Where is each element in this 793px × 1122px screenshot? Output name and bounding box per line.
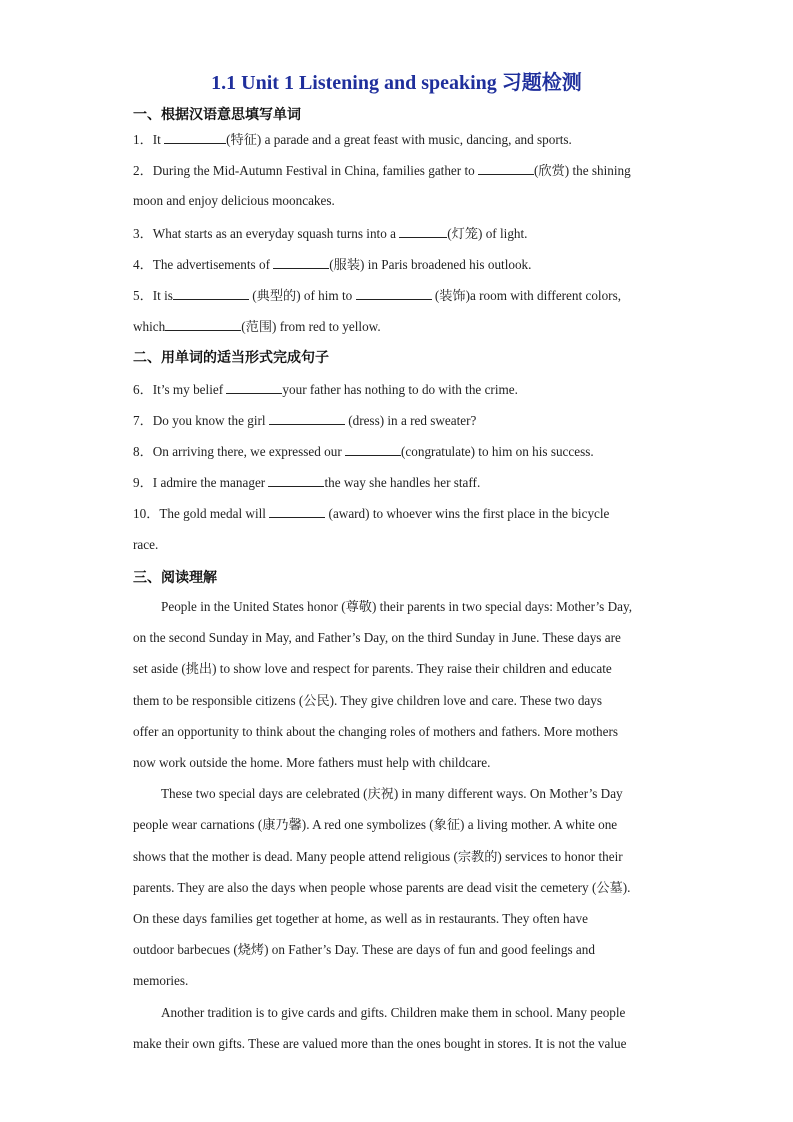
page-title: 1.1 Unit 1 Listening and speaking 习题检测 — [211, 72, 582, 94]
question-10-line-2: race. — [133, 537, 159, 552]
answer-blank-1[interactable] — [164, 130, 226, 144]
question-8 — [133, 442, 594, 461]
question-4-text-a: 4．The advertisements of — [133, 257, 274, 272]
answer-blank-2[interactable] — [478, 161, 534, 175]
question-2-text-a: 2．During the Mid-Autumn Festival in China, families gather to — [133, 163, 479, 178]
question-5-text-e: (范围) from red to yellow. — [241, 319, 381, 334]
answer-blank-4[interactable] — [273, 255, 329, 269]
question-10 — [133, 504, 609, 523]
question-9-text-a: 9．I admire the manager — [133, 475, 269, 490]
passage-line: shows that the mother is dead. Many people attend religious (宗教的) services to honor their — [133, 849, 623, 864]
question-5-line-2 — [133, 317, 381, 336]
question-4 — [133, 255, 531, 274]
question-2-line-2: moon and enjoy delicious mooncakes. — [133, 193, 335, 208]
question-4-text-b: (服装) in Paris broadened his outlook. — [329, 257, 532, 272]
question-5-text-b: (典型的) of him to — [248, 288, 356, 303]
answer-blank-3[interactable] — [399, 224, 447, 238]
question-10-text-a: 10．The gold medal will — [133, 506, 270, 521]
question-6 — [133, 380, 518, 399]
answer-blank-5a[interactable] — [173, 286, 249, 300]
passage-line: set aside (挑出) to show love and respect for parents. They raise their children and educate — [133, 661, 612, 676]
passage-line: now work outside the home. More fathers must help with childcare. — [133, 755, 491, 770]
question-9-text-b: the way she handles her staff. — [324, 475, 481, 490]
question-1-text-a: 1．It — [133, 132, 165, 147]
question-10-text-b: (award) to whoever wins the first place in the bicycle — [325, 506, 610, 521]
question-2-text-b: (欣赏) the shining — [534, 163, 631, 178]
passage-line: memories. — [133, 973, 189, 988]
question-9 — [133, 473, 480, 492]
question-3-text-a: 3．What starts as an everyday squash turns into a — [133, 226, 400, 241]
question-5-text-a: 5．It is — [133, 288, 173, 303]
question-7-text-a: 7．Do you know the girl — [133, 413, 269, 428]
question-7-text-b: (dress) in a red sweater? — [344, 413, 477, 428]
passage-line: People in the United States honor (尊敬) their parents in two special days: Mother’s Day, — [161, 599, 632, 614]
question-6-text-a: 6．It’s my belief — [133, 382, 227, 397]
question-5 — [133, 286, 621, 305]
section-heading-3: 三、阅读理解 — [133, 570, 217, 586]
answer-blank-10[interactable] — [269, 504, 325, 518]
answer-blank-6[interactable] — [226, 380, 282, 394]
question-5-text-d: which — [133, 319, 166, 334]
passage-line: parents. They are also the days when people whose parents are dead visit the cemetery (公墓). — [133, 880, 631, 895]
answer-blank-5b[interactable] — [356, 286, 432, 300]
passage-line: people wear carnations (康乃馨). A red one symbolizes (象征) a living mother. A white one — [133, 817, 618, 832]
question-8-text-a: 8．On arriving there, we expressed our — [133, 444, 346, 459]
question-3-text-b: (灯笼) of light. — [447, 226, 528, 241]
answer-blank-5c[interactable] — [165, 317, 241, 331]
passage-line: On these days families get together at home, as well as in restaurants. They often have — [133, 911, 588, 926]
question-1-text-b: (特征) a parade and a great feast with music, dancing, and sports. — [226, 132, 572, 147]
answer-blank-9[interactable] — [268, 473, 324, 487]
question-1 — [133, 130, 572, 149]
section-heading-1: 一、根据汉语意思填写单词 — [133, 107, 301, 123]
passage-line: outdoor barbecues (烧烤) on Father’s Day. These are days of fun and good feelings and — [133, 942, 595, 957]
passage-line: These two special days are celebrated (庆祝) in many different ways. On Mother’s Day — [161, 786, 623, 801]
question-8-text-b: (congratulate) to him on his success. — [401, 444, 594, 459]
question-2 — [133, 161, 631, 180]
passage-line: them to be responsible citizens (公民). They give children love and care. These two days — [133, 693, 602, 708]
answer-blank-7[interactable] — [269, 411, 345, 425]
passage-line: Another tradition is to give cards and gifts. Children make them in school. Many people — [161, 1005, 626, 1020]
section-heading-2: 二、用单词的适当形式完成句子 — [133, 350, 329, 366]
passage-line: on the second Sunday in May, and Father’s Day, on the third Sunday in June. These days are — [133, 630, 621, 645]
question-5-text-c: (装饰)a room with different colors, — [431, 288, 621, 303]
answer-blank-8[interactable] — [345, 442, 401, 456]
question-3 — [133, 224, 527, 243]
passage-line: offer an opportunity to think about the changing roles of mothers and fathers. More mothers — [133, 724, 619, 739]
passage-line: make their own gifts. These are valued more than the ones bought in stores. It is not the value — [133, 1036, 627, 1051]
question-7 — [133, 411, 476, 430]
question-6-text-b: your father has nothing to do with the crime. — [282, 382, 518, 397]
